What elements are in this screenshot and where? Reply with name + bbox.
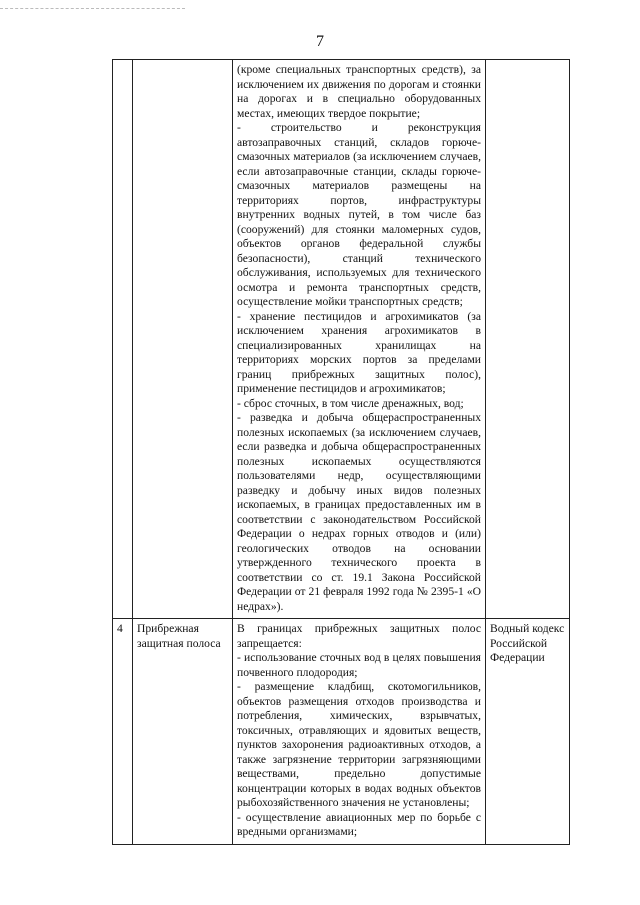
scan-edge-mark bbox=[0, 8, 185, 9]
restriction-paragraph: - осуществление авиационных мер по борьбе с вредными организмами; bbox=[237, 810, 481, 838]
restriction-paragraph: - сброс сточных, в том числе дренажных, вод; bbox=[237, 396, 464, 410]
row-number-cell: 4 bbox=[113, 619, 133, 845]
zone-name-cell: Прибрежная защитная полоса bbox=[133, 619, 233, 845]
table-row bbox=[113, 60, 570, 619]
row-number-cell bbox=[113, 60, 133, 619]
restrictions-cell bbox=[233, 60, 486, 619]
zone-name-cell bbox=[133, 60, 233, 619]
restriction-paragraph: В границах прибрежных защитных полос запрещается: bbox=[237, 622, 481, 650]
restrictions-table bbox=[112, 59, 570, 845]
restriction-paragraph: - хранение пестицидов и агрохимикатов (за исключением хранения агрохимикатов в специализированных хранилищах на территориях морских портов за пределами границ прибрежных защитных полос), применение пестицидов и агрохимикатов; bbox=[237, 309, 481, 395]
legal-basis-cell bbox=[486, 60, 570, 619]
table-row bbox=[113, 619, 570, 845]
page-number: 7 bbox=[316, 33, 324, 50]
restriction-paragraph: - строительство и реконструкция автозаправочных станций, складов горюче-смазочных материалов (за исключением случаев, если автозаправочные станции, склады горюче-смазочных материалов размещены на территориях портов, инфраструктуры внутренних водных путей, в том числе баз (сооружений) для стоянки маломерных судов, объектов органов федеральной службы безопасности), станций технического обслуживания, используемых для технического осмотра и ремонта транспортных средств, осуществление мойки транспортных средств; bbox=[237, 121, 481, 308]
restriction-paragraph: (кроме специальных транспортных средств), за исключением их движения по дорогам и стоянки на дорогах и в специально оборудованных местах, имеющих твердое покрытие; bbox=[237, 63, 481, 120]
legal-basis-cell: Водный кодекс Российской Федерации bbox=[486, 619, 570, 845]
restriction-paragraph: - размещение кладбищ, скотомогильников, объектов размещения отходов производства и потребления, химических, взрывчатых, токсичных, отравляющих и ядовитых веществ, пунктов захоронения радиоактивных отходов, а также загрязнение территории загрязняющими веществами, предельно допустимые концентрации которых в водах водных объектов рыбохозяйственного значения не установлены; bbox=[237, 680, 481, 809]
restriction-paragraph: - разведка и добыча общераспространенных полезных ископаемых (за исключением случаев, если разведка и добыча общераспространенных полезных ископаемых осуществляются пользователями недр, осуществляющими разведку и добычу иных видов полезных ископаемых, в границах предоставленных им в соответствии с законодательством Российской Федерации о недрах горных отводов и (или) геологических отводов на основании утвержденного технического проекта в соответствии со ст. 19.1 Закона Российской Федерации от 21 февраля 1992 года № 2395-1 «О недрах»). bbox=[237, 411, 481, 613]
restriction-paragraph: - использование сточных вод в целях повышения почвенного плодородия; bbox=[237, 651, 481, 679]
restrictions-cell bbox=[233, 619, 486, 845]
